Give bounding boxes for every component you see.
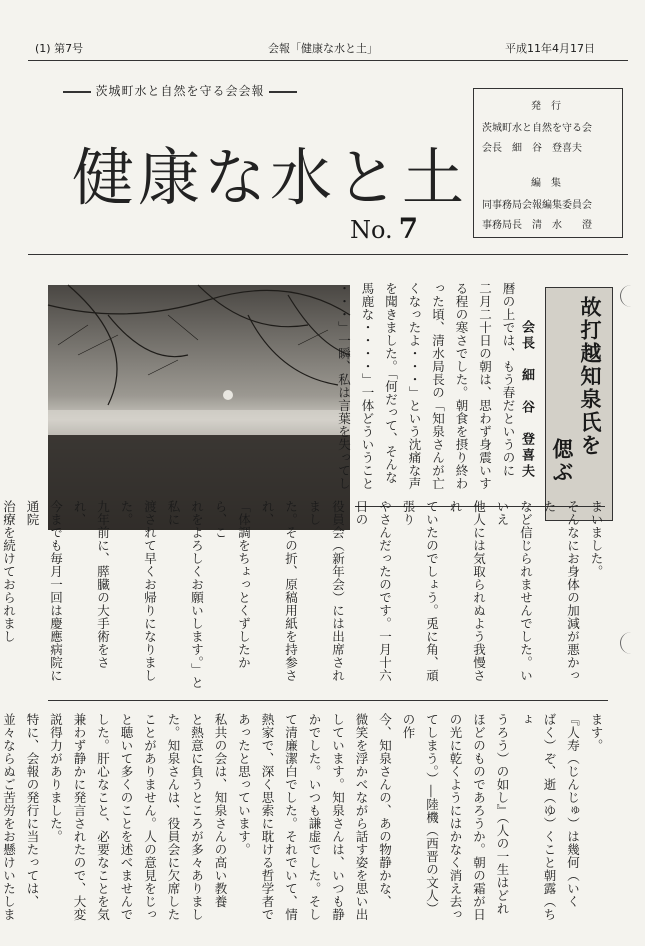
headline-line-2: 偲ぶ [550, 438, 574, 484]
issue-date: 平成11年4月17日 [505, 42, 595, 55]
punch-hole-mark [620, 632, 635, 654]
editor-person: 事務局長 清 水 澄 [482, 220, 592, 231]
issue-number [350, 212, 418, 245]
article-column-top: 暦の上では、もう春だというのに 二月二十日の朝は、思わず身震いす る程の寒さでした。朝食を摂り終わ った頃、清水局長の「知泉さんが亡 くなったよ・・・」という沈痛な声 を聞きました。「何だって、そんな 馬鹿な・・・・」一体どういうこと ・・・」一瞬、私は言葉を失ってし [336, 282, 516, 490]
article-column-bottom: ます。 『人寿（じんじゅ）は幾何（いく ばく）ぞ、逝（ゆ）くこと朝露（ちょ うろう）の如し』（人の一生はどれ ほどのものであろうか。朝の霜が日 の光に乾くようにはかなく消え去っ てしまう。）―陸機（西晋の文人） の作 今、知泉さんの、あの物静かな、 微笑を浮かべながら話す姿を思い出 しています。知泉さんは、いつも静 かでした。いつも謙虚でした。そし て清廉潔白でした。それでいて、情 熱家で、深く思索に耽ける哲学者で あったと思っています。 私共の会は、知泉さんの高い教養 と熱意に負うところが多々ありまし た。知泉さんは、役員会に欠席した ことがありません。人の意見をじっ と聴いて多くのことを述べませんで した。肝心なこと、必要なことを気 兼わず静かに発言されたので、大変 説得力がありました。 特に、会報の発行に当たっては、 並々ならぬご苦労をお懸けいたしま [1, 713, 604, 921]
column-rule-2 [48, 700, 608, 701]
publisher-box [473, 88, 623, 238]
punch-hole-mark [620, 285, 635, 307]
header-rule [28, 60, 628, 61]
edit-heading: 編 集 [531, 178, 561, 189]
headline-line-1: 故打越知泉氏を [578, 296, 602, 457]
issue-value: 7 [398, 212, 419, 245]
masthead-rule [28, 254, 628, 255]
organization-line: 茨城町水と自然を守る会会報 [55, 82, 305, 99]
article-headline-box [545, 287, 613, 521]
issue-prefix: No. [350, 216, 393, 244]
article-author: 会長 細 谷 登喜夫 [519, 320, 534, 480]
editor-org: 同事務局会報編集委員会 [482, 200, 592, 211]
page-issue: (1) 第7号 [35, 42, 84, 55]
newsletter-name: 会報「健康な水と土」 [268, 42, 378, 55]
publish-heading: 発 行 [531, 101, 561, 112]
lake-winter-photo [48, 285, 350, 530]
publisher-person: 会長 細 谷 登喜夫 [482, 143, 582, 154]
newsletter-title: 健康な水と土 [72, 141, 469, 214]
article-column-middle: まいました。 そんなにお身体の加減が悪かった など信じられませんでした。いいえ 他人には気取られぬよう我慢され ていたのでしょう。兎に角、頑張り やさんだったのです。一月十六日の 役員会（新年会）には出席されまし た。その折、原稿用紙を持参され、 「体調をちょっとくずしたから、こ れをよろしくお願いします。」と私に 渡されて早くお帰りになりました。 九年前に、膵臓の大手術をされ、 今までも毎月一回は慶應病院に通院 治療を続けておられまし [1, 500, 604, 689]
publisher-org: 茨城町水と自然を守る会 [482, 123, 592, 134]
